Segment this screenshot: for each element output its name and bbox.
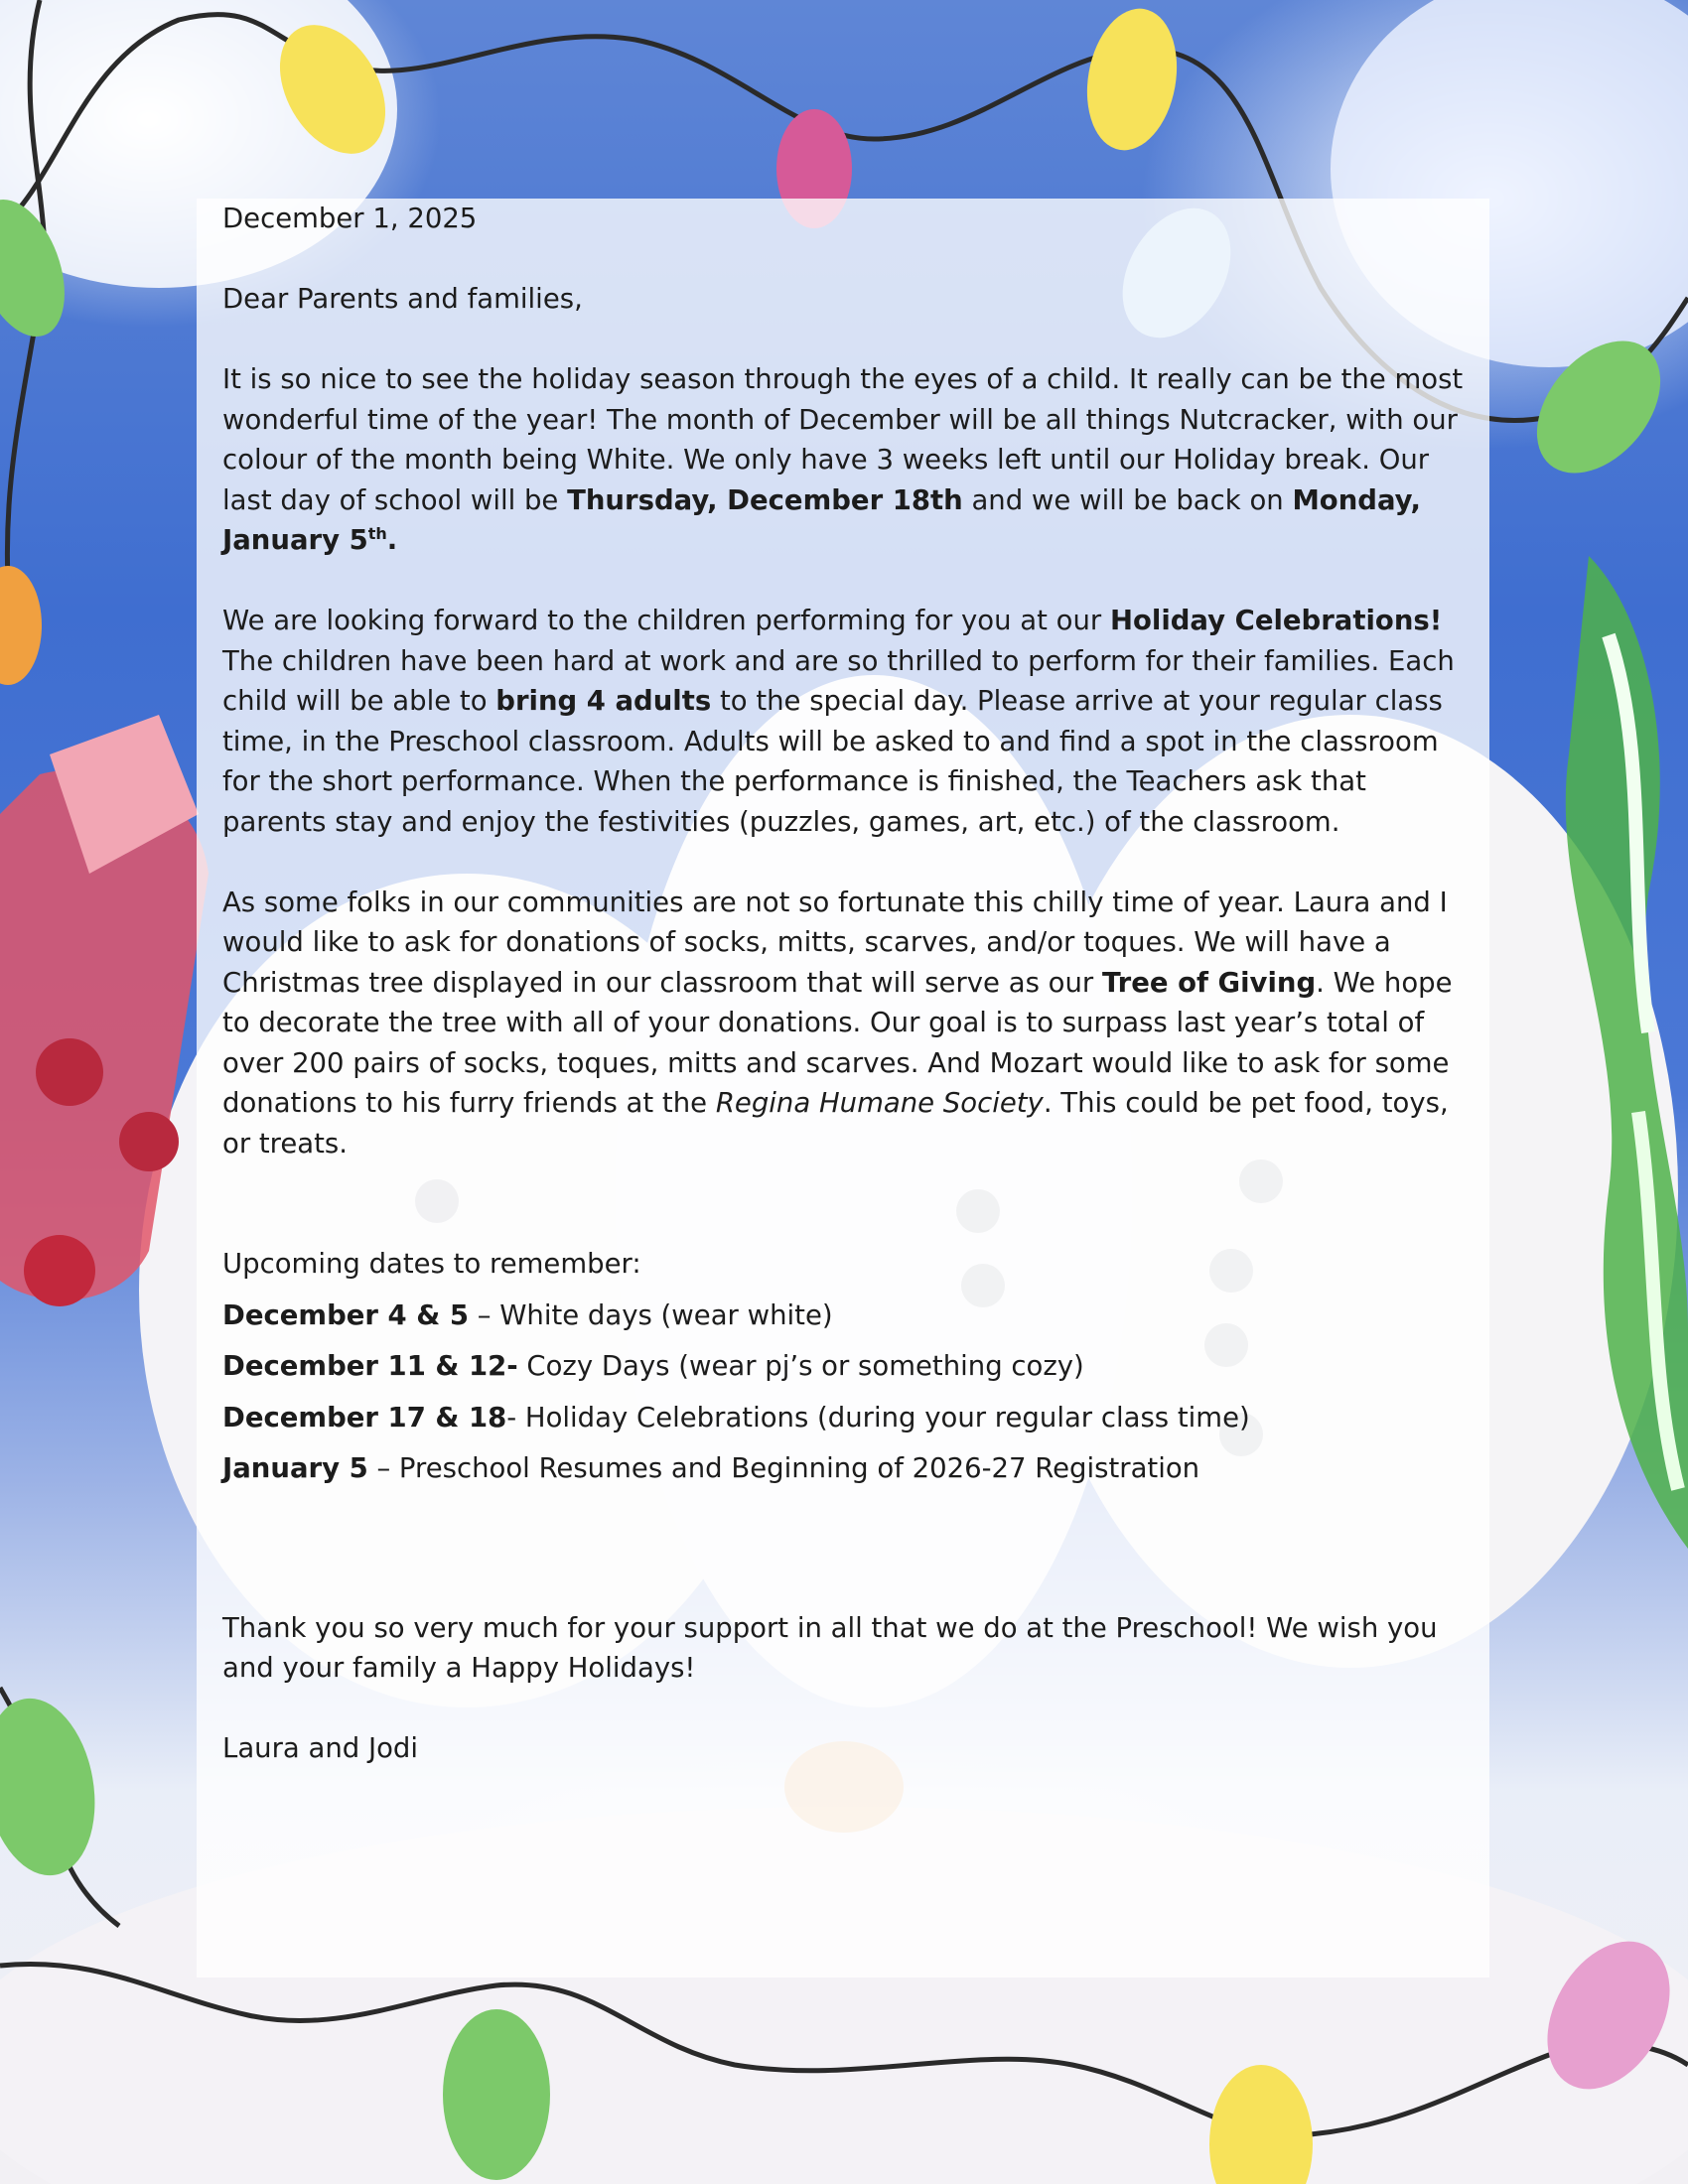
yellow-bulb-2 <box>1076 1 1188 157</box>
green-bulb-4 <box>443 2009 550 2180</box>
holiday-celebrations-label: Holiday Celebrations! <box>1109 605 1443 636</box>
date-item-what: Cozy Days (wear pj’s or something cozy) <box>517 1350 1084 1382</box>
date-item <box>222 1346 1464 1387</box>
p2-text-1: We are looking forward to the children performing for you at our <box>222 605 1110 636</box>
upcoming-dates-heading: Upcoming dates to remember: <box>222 1248 641 1280</box>
date-item-what: - Holiday Celebrations (during your regular class time) <box>506 1401 1250 1433</box>
return-day-text: Monday, January 5 <box>222 483 1421 556</box>
upcoming-dates-list <box>222 1296 1464 1489</box>
closing-paragraph: Thank you so very much for your support in all that we do at the Preschool! We wish you and your family a Happy Holidays! <box>222 1611 1438 1684</box>
salutation: Dear Parents and families, <box>222 283 583 315</box>
p3-text-1: As some folks in our communities are not so fortunate this chilly time of year. Laura and I would like to ask for donations of socks, mitts, scarves, and/or toques. We will have a Christmas tree displayed in our classroom that will serve as our <box>222 886 1448 999</box>
paragraph-donations <box>222 883 1464 1164</box>
bring-adults-label: bring 4 adults <box>495 685 712 717</box>
date-item-what: – White days (wear white) <box>468 1298 833 1331</box>
green-bulb-3 <box>0 1690 108 1884</box>
date-item-when: December 11 & 12- <box>222 1350 518 1382</box>
return-day-suffix: th <box>367 523 387 543</box>
date-item-when: January 5 <box>222 1452 368 1484</box>
paragraph-holiday-break <box>222 359 1464 561</box>
orange-bulb-1 <box>0 566 42 685</box>
tree-of-giving-label: Tree of Giving <box>1101 966 1317 999</box>
letter-page <box>197 199 1489 1978</box>
p3-text-3: . This could be pet food, toys, or treats. <box>222 1087 1449 1160</box>
p2-text-2: The children have been hard at work and are so thrilled to perform for their families. Each child will be able to <box>222 644 1455 717</box>
last-day-of-school: Thursday, December 18th <box>567 483 963 516</box>
signature: Laura and Jodi <box>222 1732 419 1764</box>
date-item <box>222 1296 1464 1336</box>
p2-text-3: to the special day. Please arrive at your regular class time, in the Preschool classroom. Adults will be asked to and find a spot in the classroom for the short performance. When the performance is finished, the Teachers ask that parents stay and enjoy the festivities (puzzles, games, art, etc.) of the classroom. <box>222 685 1443 838</box>
p3-text-2: . We hope to decorate the tree with all of your donations. Our goal is to surpass last year’s total of over 200 pairs of socks, toques, mitts and scarves. And Mozart would like to ask for some donations to his furry friends at the <box>222 966 1453 1119</box>
letter-date: December 1, 2025 <box>222 203 478 234</box>
humane-society-name: Regina Humane Society <box>715 1087 1044 1119</box>
date-item-what: – Preschool Resumes and Beginning of 2026-27 Registration <box>367 1452 1200 1484</box>
date-item-when: December 4 & 5 <box>222 1298 469 1331</box>
date-item <box>222 1398 1464 1438</box>
p1-text-1: It is so nice to see the holiday season through the eyes of a child. It really can be the most wonderful time of the year! The month of December will be all things Nutcracker, with our colour of the month being White. We only have 3 weeks left until our Holiday break. Our last day of school will be <box>222 363 1464 516</box>
date-item-when: December 17 & 18 <box>222 1401 507 1433</box>
p1-text-2: and we will be back on <box>962 483 1293 516</box>
date-item <box>222 1448 1464 1489</box>
paragraph-holiday-celebrations <box>222 601 1464 842</box>
return-day-end: . <box>386 524 398 556</box>
